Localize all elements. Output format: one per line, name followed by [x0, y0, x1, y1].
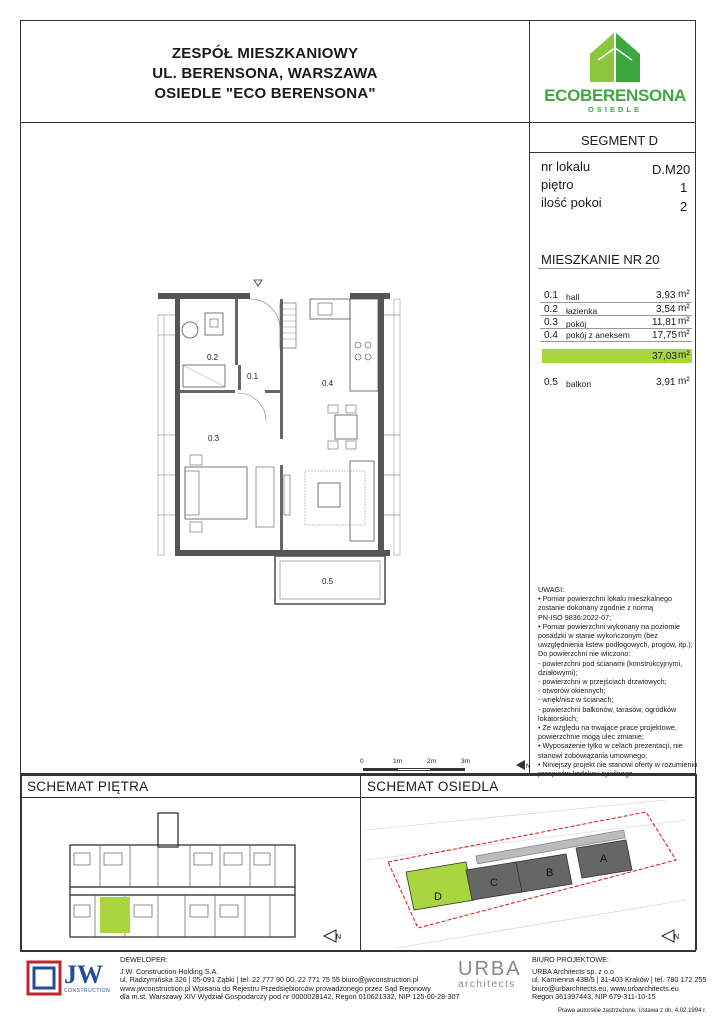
- estate-schema-drawing: [366, 800, 694, 948]
- room-area: 3,93: [656, 290, 676, 301]
- segment-label-b: B: [546, 867, 554, 879]
- info-label-pokoi: ilość pokoi: [541, 195, 602, 210]
- svg-text:N: N: [526, 764, 530, 770]
- schema-right-border: [695, 774, 697, 950]
- room-name: hall: [566, 292, 580, 302]
- segment-label-d: D: [434, 891, 442, 903]
- apartment-number: 20: [645, 252, 660, 267]
- estate-schema-rule: [360, 797, 696, 798]
- notes-line: • Niniejszy projekt nie stanowi oferty w rozumieniu: [538, 759, 698, 769]
- notes-line: • Pomiar powierzchni wykonany na poziomie: [538, 621, 680, 631]
- total-unit: m²: [678, 350, 690, 361]
- plan-label-balcony: 0.5: [322, 577, 334, 586]
- balcony-no: 0.5: [544, 377, 558, 388]
- footer-divider: [20, 950, 696, 952]
- developer-line: J.W. Construction Holding S.A.: [120, 966, 219, 976]
- estate-schema-title: SCHEMAT OSIEDLA: [367, 779, 499, 794]
- notes-line: stanowi zobowiązania umownego;: [538, 750, 648, 760]
- room-area: 11,81: [652, 317, 677, 328]
- room-area: 3,54: [656, 304, 676, 315]
- notes-line: uwzględnienia listew podłogowych, progów, itp.);: [538, 640, 693, 650]
- balcony-unit: m²: [678, 376, 690, 387]
- office-line: ul. Kamienna 43B/5 | 31-403 Kraków | tel. 780 172 255: [532, 975, 707, 985]
- segment-label-a: A: [600, 853, 608, 865]
- room-unit: m²: [678, 329, 690, 340]
- schema-left-border: [20, 774, 22, 950]
- notes-line: - powierzchni pod ścianami (konstrukcyjnymi,: [538, 658, 683, 668]
- floor-schema-title: SCHEMAT PIĘTRA: [27, 779, 149, 794]
- developer-line: dla m.st. Warszawy XIV Wydział Gospodarczy pod nr 0000028142, Regon 010621332, NIP 125-00-28-307: [120, 992, 460, 1002]
- project-title: ZESPÓŁ MIESZKANIOWY UL. BERENSONA, WARSZAWA OSIEDLE "ECO BERENSONA": [152, 45, 378, 102]
- room-unit: m²: [678, 303, 690, 314]
- jw-logo-text: JW: [64, 960, 103, 989]
- section-divider: [20, 774, 696, 776]
- logo-text: ECOBERENSONA: [544, 86, 686, 105]
- info-value-pokoi: 2: [680, 199, 688, 214]
- room-no: 0.2: [544, 304, 558, 315]
- notes-line: powierzchnie mogą ulec zmianie;: [538, 732, 644, 742]
- segment-label-c: C: [490, 877, 498, 889]
- notes-line: PN-ISO 9836:2022-07;: [538, 612, 612, 622]
- total-area: 37,03: [652, 351, 678, 362]
- jw-construction-logo: [24, 958, 116, 998]
- office-line: URBA Architects sp. z o.o: [532, 966, 614, 976]
- office-heading: BIURO PROJEKTOWE:: [532, 955, 609, 964]
- room-no: 0.4: [544, 330, 558, 341]
- notes-block: [538, 585, 700, 778]
- info-label-lokal: nr lokalu: [541, 159, 591, 174]
- office-line: Regon 361397443, NIP 679-311-10-15: [532, 992, 656, 1002]
- notes-line: - wnęk/nisz w ścianach;: [538, 695, 614, 705]
- room-name: pokój: [566, 319, 587, 329]
- table-rule: [540, 302, 692, 303]
- plan-label-bedroom: 0.3: [208, 434, 220, 443]
- balcony-name: balkon: [566, 379, 592, 389]
- room-no: 0.3: [544, 317, 558, 328]
- room-name: łazienka: [566, 306, 598, 316]
- table-rule: [540, 328, 692, 329]
- room-unit: m²: [678, 289, 690, 300]
- plan-label-bathroom: 0.2: [207, 353, 219, 362]
- urba-logo: [458, 958, 522, 990]
- notes-line: • Pomiar powierzchni lokalu mieszkalnego: [538, 594, 672, 604]
- developer-block: [120, 956, 460, 1002]
- notes-line: działowymi);: [538, 667, 578, 677]
- developer-line: ul. Radzymińska 326 | 05-091 Ząbki | tel. 22 777 90 00, 22 771 75 55 biuro@jwconstruction.pl: [120, 975, 419, 985]
- notes-heading: UWAGI:: [538, 585, 565, 594]
- north-arrow-icon: [660, 928, 682, 949]
- svg-text:N: N: [674, 934, 680, 941]
- eco-berensona-logo: [540, 26, 690, 118]
- scale-tick-label: 0: [360, 758, 364, 765]
- notes-line: - powierzchni balkonów, tarasów, ogródków: [538, 704, 677, 714]
- header-divider: [20, 122, 696, 123]
- table-rule: [540, 341, 692, 342]
- developer-line: www.jwconstruction.pl Wpisana do Rejestru Przedsiębiorców prowadzonego przez Sąd Rejonowy: [120, 983, 431, 993]
- notes-line: zostanie dokonany zgodnie z normą: [538, 603, 654, 613]
- segment-label: SEGMENT D: [581, 133, 659, 148]
- total-area-bar: [542, 349, 692, 363]
- info-value-pietro: 1: [680, 180, 688, 195]
- plan-label-hall: 0.1: [247, 372, 259, 381]
- floor-schema-drawing: [60, 805, 310, 945]
- notes-line: • Ze względu na trwające prace projektowe,: [538, 723, 677, 733]
- apartment-floor-plan: [150, 275, 410, 610]
- notes-line: - otworów okiennych;: [538, 686, 606, 696]
- room-no: 0.1: [544, 290, 558, 301]
- scale-tick-label: 3m: [461, 758, 471, 765]
- logo-subtext: OSIEDLE: [588, 105, 642, 114]
- floor-schema-rule: [20, 797, 360, 798]
- notes-line: Do powierzchni nie wliczono:: [538, 649, 631, 659]
- balcony-area: 3,91: [656, 377, 676, 388]
- table-rule: [540, 315, 692, 316]
- jw-logo-subtext: CONSTRUCTION: [64, 988, 111, 994]
- column-divider: [529, 20, 530, 774]
- apartment-label: MIESZKANIE NR: [541, 252, 643, 267]
- apartment-underline: [538, 268, 660, 269]
- notes-line: posadzki w stanie wykończonym (bez: [538, 631, 658, 641]
- plan-label-living: 0.4: [322, 379, 334, 388]
- urba-logo-subtext: architects: [458, 979, 516, 990]
- room-unit: m²: [678, 316, 690, 327]
- notes-line: - powierzchni w przejściach drzwiowych;: [538, 677, 667, 687]
- north-arrow-icon: [322, 928, 344, 949]
- info-label-pietro: piętro: [541, 177, 574, 192]
- room-name: pokój z aneksem: [566, 330, 630, 340]
- svg-text:N: N: [336, 934, 342, 941]
- design-office-block: [532, 956, 706, 1002]
- urba-logo-text: URBA: [458, 958, 522, 980]
- notes-line: lokatorskich;: [538, 713, 578, 723]
- developer-heading: DEWELOPER:: [120, 955, 168, 964]
- info-value-lokal: D.M20: [652, 162, 691, 177]
- office-line: biuro@urbarchitects.eu, www.urbarchitects.eu: [532, 983, 679, 993]
- room-area: 17,75: [652, 330, 678, 341]
- schema-divider: [360, 774, 361, 950]
- segment-divider: [529, 152, 696, 153]
- scale-tick-label: 2m: [427, 758, 437, 765]
- copyright-note: Prawa autorskie zastrzeżone. Ustawa z dn. 4.02.1994 r.: [558, 1008, 707, 1014]
- scale-tick-label: 1m: [393, 758, 403, 765]
- notes-line: • Wyposażenie tylko w celach prezentacji, nie: [538, 741, 683, 751]
